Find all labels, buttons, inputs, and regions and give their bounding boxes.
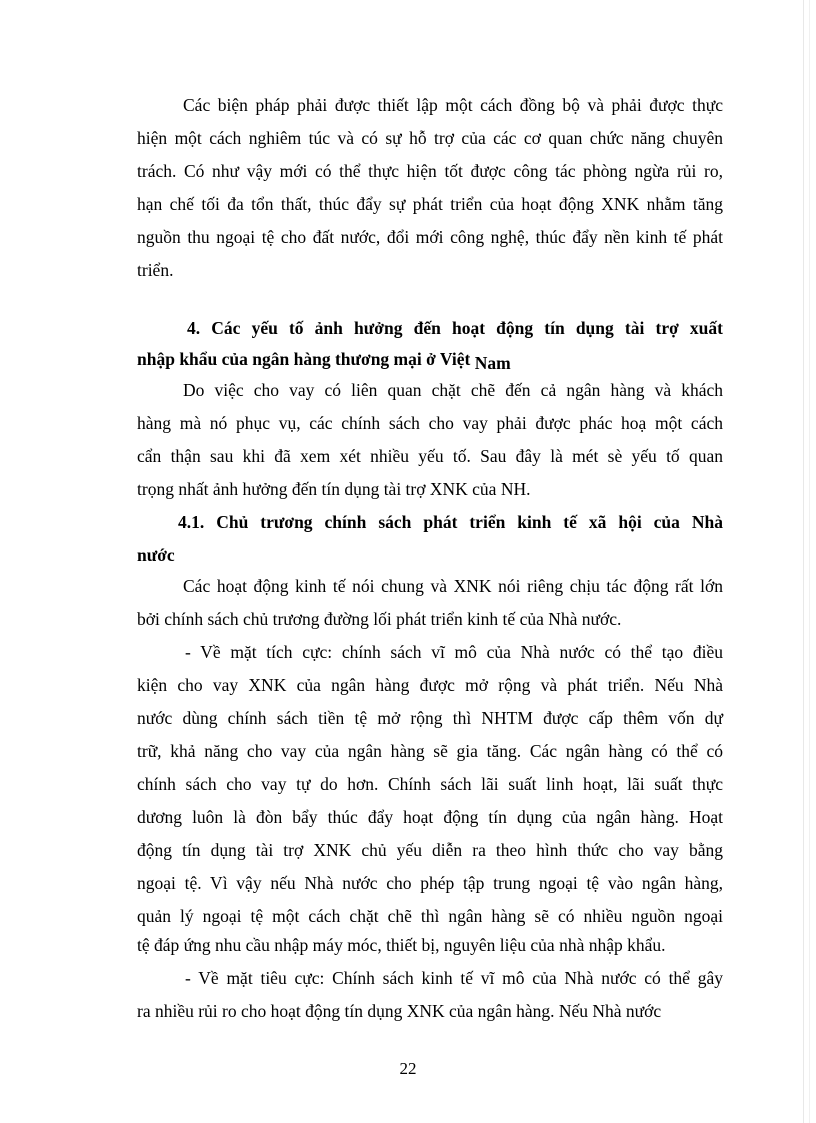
paragraph-line: bởi chính sách chủ trương đường lối phát triển kinh tế của Nhà nước. (137, 609, 622, 629)
paragraph-line: động tín dụng tài trợ XNK chủ yếu diễn ra theo hình thức cho vay bằng (137, 840, 723, 860)
paragraph-line: hiện một cách nghiêm túc và có sự hỗ trợ của các cơ quan chức năng chuyên (137, 128, 723, 148)
paragraph-line: chính sách cho vay tự do hơn. Chính sách lãi suất linh hoạt, lãi suất thực (137, 774, 723, 794)
section-heading: 4. Các yếu tố ảnh hưởng đến hoạt động tín dụng tài trợ xuất (187, 318, 723, 338)
paragraph-line: quản lý ngoại tệ một cách chặt chẽ thì ngân hàng sẽ có nhiều nguồn ngoại (137, 906, 723, 926)
section-heading-text: nhập khẩu của ngân hàng thương mại ở Việt (137, 349, 471, 369)
paragraph-line: Các hoạt động kinh tế nói chung và XNK nói riêng chịu tác động rất lớn (183, 576, 723, 596)
paragraph-line: trọng nhất ảnh hưởng đến tín dụng tài trợ XNK của NH. (137, 479, 531, 499)
page-number: 22 (399, 1059, 417, 1078)
paragraph-line: dương luôn là đòn bẩy thúc đẩy hoạt động tín dụng của ngân hàng. Hoạt (137, 807, 723, 827)
paragraph-line: - Về mặt tiêu cực: Chính sách kinh tế vĩ mô của Nhà nước có thể gây (185, 968, 723, 988)
paragraph-line: hàng mà nó phục vụ, các chính sách cho vay phải được phác hoạ một cách (137, 413, 723, 433)
section-heading-continued (137, 343, 723, 376)
paragraph-line: nguồn thu ngoại tệ cho đất nước, đổi mới công nghệ, thúc đẩy nền kinh tế phát (137, 227, 723, 247)
paragraph-line: kiện cho vay XNK của ngân hàng được mở rộng và phát triển. Nếu Nhà (137, 675, 723, 695)
paragraph-line: ra nhiều rủi ro cho hoạt động tín dụng XNK của ngân hàng. Nếu Nhà nước (137, 1001, 662, 1021)
scan-edge-line (803, 0, 804, 1123)
paragraph-line: nước dùng chính sách tiền tệ mở rộng thì NHTM được cấp thêm vốn dự (137, 708, 723, 728)
scan-edge-line (809, 0, 810, 1123)
paragraph-line: ngoại tệ. Vì vậy nếu Nhà nước cho phép tập trung ngoại tệ vào ngân hàng, (137, 873, 723, 893)
paragraph-line: - Về mặt tích cực: chính sách vĩ mô của Nhà nước có thể tạo điều (185, 642, 723, 662)
paragraph-line: triển. (137, 260, 174, 280)
section-heading-text-tail: Nam (474, 353, 511, 373)
paragraph-line: tệ đáp ứng nhu cầu nhập máy móc, thiết bị, nguyên liệu của nhà nhập khẩu. (137, 935, 666, 955)
subsection-heading: 4.1. Chủ trương chính sách phát triển kinh tế xã hội của Nhà (178, 512, 723, 532)
paragraph-line: hạn chế tối đa tổn thất, thúc đẩy sự phát triển của hoạt động XNK nhằm tăng (137, 194, 723, 214)
subsection-heading-continued: nước (137, 545, 175, 565)
paragraph-line: Do việc cho vay có liên quan chặt chẽ đến cả ngân hàng và khách (183, 380, 723, 400)
paragraph-line: cẩn thận sau khi đã xem xét nhiều yếu tố. Sau đây là mét sè yếu tố quan (137, 446, 723, 466)
paragraph-line: trách. Có như vậy mới có thể thực hiện tốt được công tác phòng ngừa rủi ro, (137, 161, 723, 181)
paragraph-line: trữ, khả năng cho vay của ngân hàng sẽ gia tăng. Các ngân hàng có thể có (137, 741, 723, 761)
paragraph-line: Các biện pháp phải được thiết lập một cách đồng bộ và phải được thực (183, 95, 723, 115)
